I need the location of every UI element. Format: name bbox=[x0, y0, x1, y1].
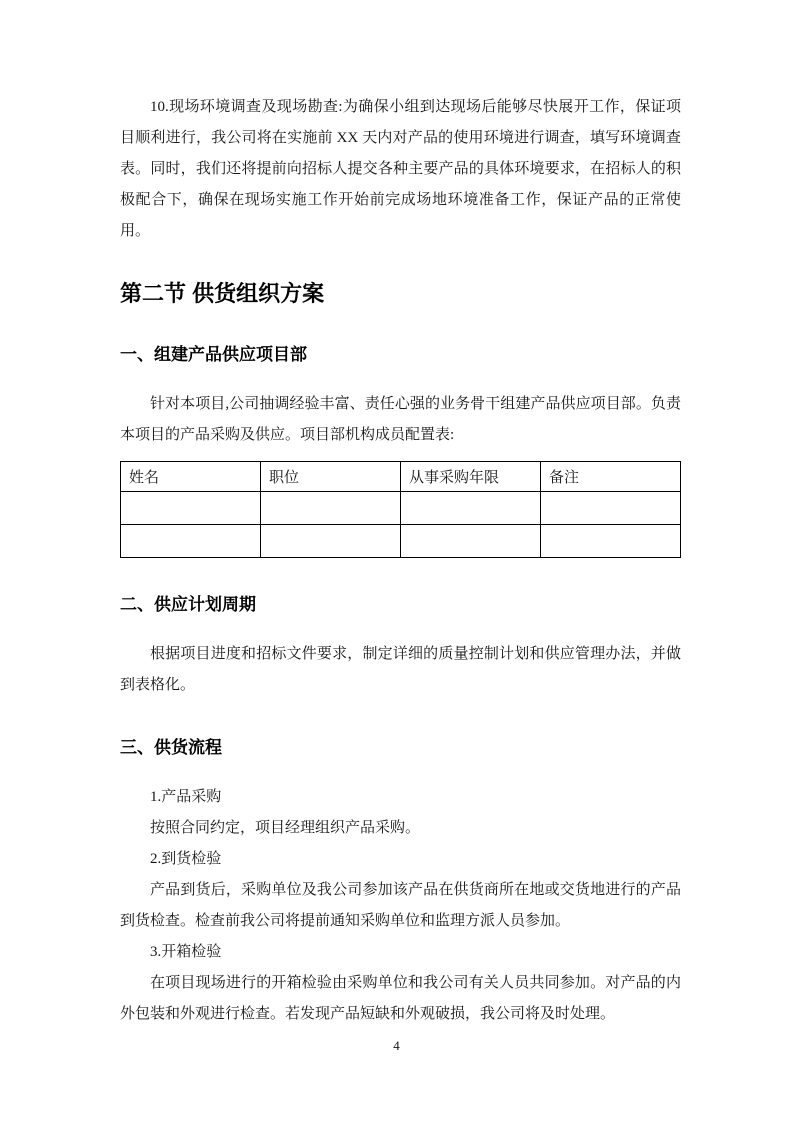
table-header-remark: 备注 bbox=[541, 462, 681, 492]
step-purchase-title: 1.产品采购 bbox=[150, 789, 222, 805]
table-row bbox=[121, 525, 681, 558]
table-row bbox=[121, 492, 681, 525]
paragraph-site-survey: 10.现场环境调查及现场勘查:为确保小组到达现场后能够尽快展开工作，保证项目顺利进行，我公司将在实施前 XX 天内对产品的使用环境进行调查，填写环境调查表。同时，我们还将提前向招标人提交各种主要产品的具体环境要求，在招标人的积极配合下，确保在现场实施工作开始前完成场地环境准备工作，保证产品的正常使用。 bbox=[120, 99, 681, 239]
step-unboxing-title: 3.开箱检验 bbox=[150, 944, 222, 960]
paragraph-team-setup: 针对本项目,公司抽调经验丰富、责任心强的业务骨干组建产品供应项目部。负责本项目的产品采购及供应。项目部机构成员配置表: bbox=[120, 396, 681, 443]
step-arrival-body: 产品到货后，采购单位及我公司参加该产品在供货商所在地或交货地进行的产品到货检查。检查前我公司将提前通知采购单位和监理方派人员参加。 bbox=[120, 882, 681, 929]
table-header-row bbox=[121, 462, 681, 492]
heading-team-setup: 一、组建产品供应项目部 bbox=[120, 345, 307, 364]
step-purchase-body: 按照合同约定，项目经理组织产品采购。 bbox=[150, 820, 421, 836]
table-header-position: 职位 bbox=[261, 462, 401, 492]
heading-supply-process: 三、供货流程 bbox=[120, 738, 222, 757]
staff-config-table bbox=[120, 461, 681, 558]
step-arrival-title: 2.到货检验 bbox=[150, 851, 222, 867]
table-cell-empty bbox=[401, 525, 541, 558]
supply-process-steps bbox=[120, 782, 681, 1030]
page-number: 4 bbox=[393, 1038, 400, 1053]
table-cell-empty bbox=[121, 492, 261, 525]
table-header-experience: 从事采购年限 bbox=[401, 462, 541, 492]
table-cell-empty bbox=[541, 492, 681, 525]
table-cell-empty bbox=[401, 492, 541, 525]
paragraph-supply-plan: 根据项目进度和招标文件要求，制定详细的质量控制计划和供应管理办法，并做到表格化。 bbox=[120, 646, 681, 693]
table-cell-empty bbox=[541, 525, 681, 558]
table-cell-empty bbox=[261, 525, 401, 558]
table-cell-empty bbox=[121, 525, 261, 558]
table-cell-empty bbox=[261, 492, 401, 525]
section-heading: 第二节 供货组织方案 bbox=[120, 281, 325, 306]
heading-supply-plan: 二、供应计划周期 bbox=[120, 595, 256, 614]
table-header-name: 姓名 bbox=[121, 462, 261, 492]
step-unboxing-body: 在项目现场进行的开箱检验由采购单位和我公司有关人员共同参加。对产品的内外包装和外观进行检查。若发现产品短缺和外观破损，我公司将及时处理。 bbox=[120, 975, 681, 1022]
